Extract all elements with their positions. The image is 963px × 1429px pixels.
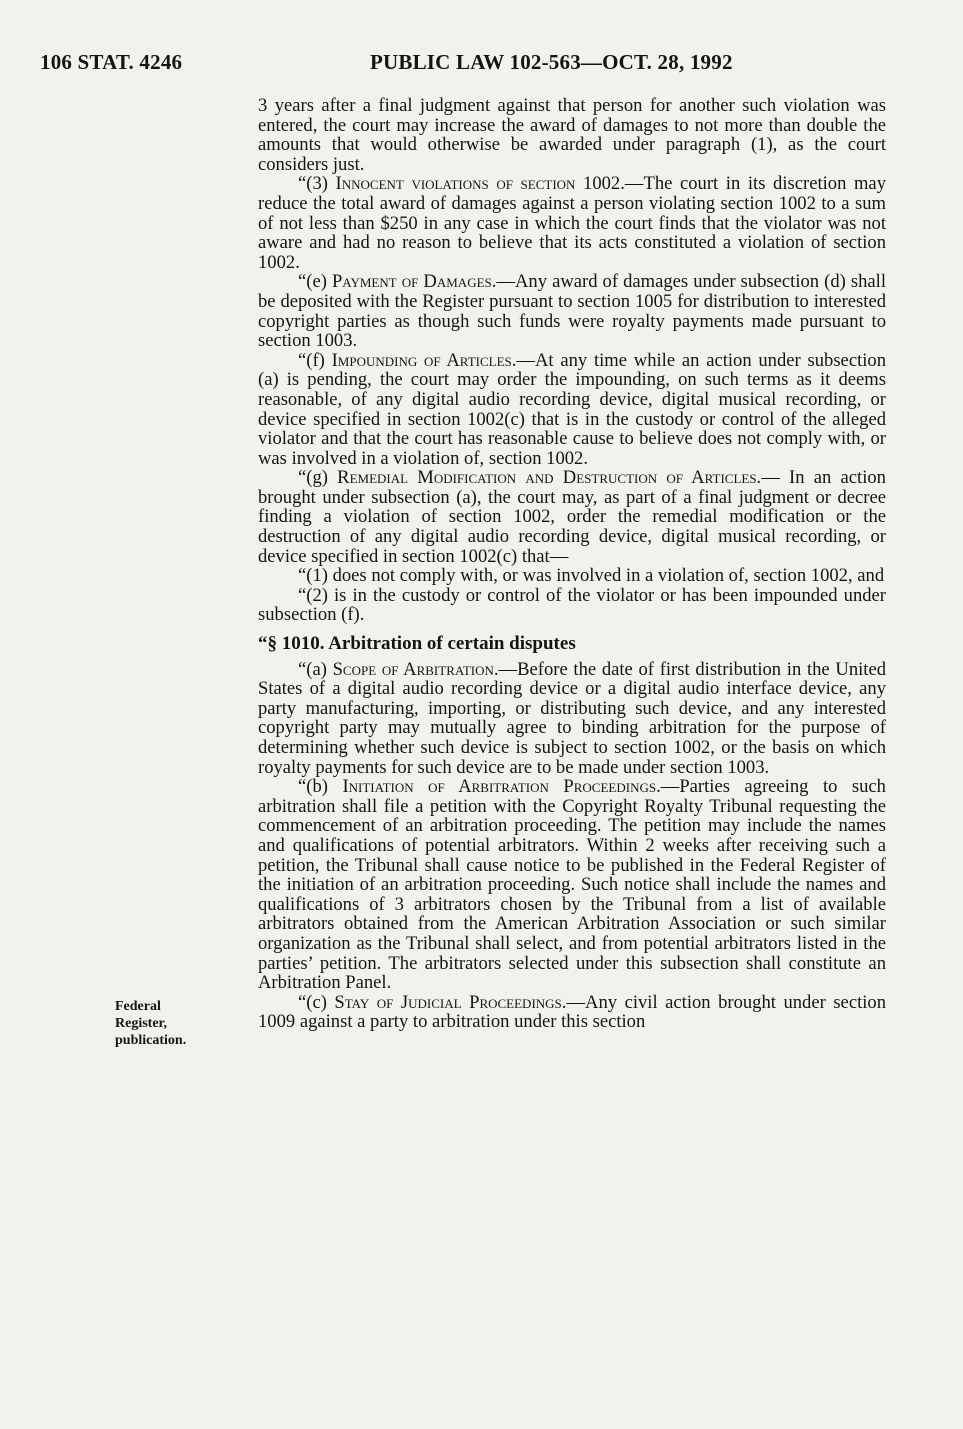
para-heading: Initiation of Arbitration Proceedings. — [342, 776, 661, 798]
para-text: —Any award of damages under subsection (d) shall be deposited with the Register pursuant to section 1005 for distribution to interested copyright parties as though such funds were royalty payments made pursuant to section 1003. — [258, 271, 886, 352]
margin-note — [115, 998, 215, 1049]
paragraph-continuation: 3 years after a final judgment against that person for another such violation was entered, the court may increase the award of damages to not more than double the amounts that would otherwise be awarded under paragraph (1), as the court considers just. — [258, 95, 886, 175]
paragraph-scope-of-arbitration — [258, 660, 886, 778]
para-label: “(3) — [298, 173, 336, 195]
para-text: —Before the date of first distribution in the United States of a digital audio recording device or a digital audio interface device, any party manufacturing, importing, or distributing such device, and any interested copyright party may mutually agree to binding arbitration for the purpose of determining whether such device is subject to section 1002, or the basis on which royalty payments for such device are to be made under section 1003. — [258, 658, 886, 778]
para-text: — In an action brought under subsection (a), the court may, as part of a final judgment or decree finding a violation of section 1002, order the remedial modification or the destruction of any digital audio recording device, digital musical recording, or device specified in section 1002(c) that— — [258, 467, 886, 567]
para-heading: Stay of Judicial Proceedings. — [334, 991, 567, 1013]
paragraph-impounding — [258, 351, 886, 469]
para-label: “(a) — [298, 658, 333, 680]
para-label: “(b) — [298, 776, 343, 798]
paragraph-item-1: “(1) does not comply with, or was involved in a violation of, section 1002, and — [298, 565, 885, 587]
para-text: —The court in its discretion may reduce the total award of damages against a person violating section 1002 to a sum of not less than $250 in any case in which the court finds that the violator was not aware and had no reason to believe that its acts constituted a violation of section 1002. — [258, 173, 886, 273]
para-heading: Scope of Arbitration. — [332, 658, 499, 680]
para-text: —Any civil action brought under section 1009 against a party to arbitration under this section — [258, 991, 886, 1033]
para-label: “(e) — [298, 271, 332, 293]
stat-page-number: 106 STAT. 4246 — [40, 50, 183, 74]
para-heading: Remedial Modification and Destruction of Articles. — [337, 467, 762, 489]
para-text: —Parties agreeing to such arbitration shall file a petition with the Copyright Royalty Tribunal requesting the commencement of an arbitration proceeding. The petition may include the names and qualifications of potential arbitrators. Within 2 weeks after receiving such a petition, the Tribunal shall cause notice to be published in the Federal Register of the initiation of an arbitration proceeding. Such notice shall include the names and qualifications of 3 arbitrators chosen by the Tribunal from a list of available arbitrators obtained from the American Arbitration Association or such similar organization as the Tribunal shall select, and from potential arbitrators listed in the parties’ petition. The arbitrators selected under this subsection shall constitute an Arbitration Panel. — [258, 776, 886, 994]
para-label: “(f) — [298, 349, 332, 371]
para-heading: Payment of Damages. — [331, 271, 497, 293]
margin-note-line: Register, — [115, 1016, 167, 1031]
paragraph-stay-of-proceedings — [258, 993, 886, 1032]
margin-note-line: Federal — [115, 999, 161, 1014]
page-header — [40, 50, 920, 80]
para-label: “(c) — [298, 991, 335, 1013]
paragraph-initiation-proceedings — [258, 777, 886, 993]
running-head: PUBLIC LAW 102-563—OCT. 28, 1992 — [370, 50, 733, 74]
body-text — [258, 96, 886, 1032]
para-heading: Innocent violations of section 1002. — [335, 173, 625, 195]
paragraph-item-2: “(2) is in the custody or control of the violator or has been impounded under subsection (f). — [258, 584, 886, 626]
paragraph-innocent-violations — [258, 174, 886, 272]
margin-note-line: publication. — [115, 1033, 187, 1048]
paragraph-payment-of-damages — [258, 272, 886, 350]
para-text: —At any time while an action under subsection (a) is pending, the court may order the impounding, on such terms as it deems reasonable, of any digital audio recording device, digital musical recording, or device specified in section 1002(c) that is in the custody or control of the alleged violator and that the court has reasonable cause to believe does not comply with, or was involved in a violation of, section 1002. — [258, 349, 886, 469]
paragraph-remedial-modification — [258, 468, 886, 566]
para-heading: Impounding of Articles. — [331, 349, 517, 371]
section-heading: “§ 1010. Arbitration of certain disputes — [258, 633, 576, 655]
para-label: “(g) — [298, 467, 338, 489]
